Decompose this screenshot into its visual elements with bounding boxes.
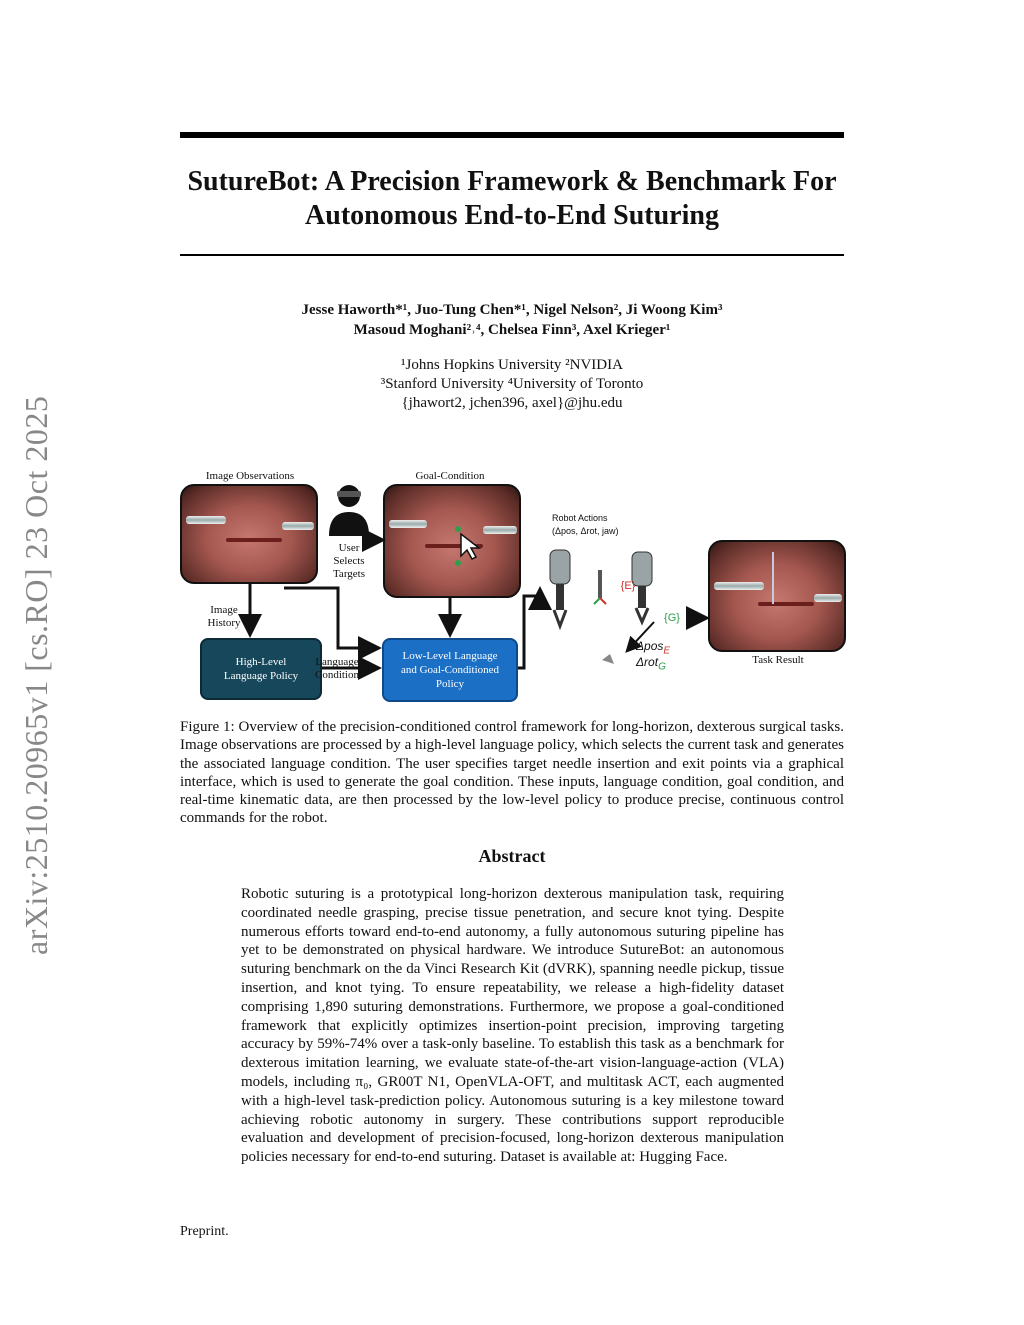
affiliation-line: ³Stanford University ⁴University of Toronto xyxy=(380,376,644,392)
abstract-body: Robotic suturing is a prototypical long-horizon dexterous manipulation task, requiring coordinated needle grasping, precise tissue penetration, and secure knot tying. Despite numerous efforts toward end-to-end autonomy, a fully autonomous suturing pipeline has yet to be demonstrated on physical hardware. We introduce SutureBot: an autonomous suturing benchmark on the da Vinci Research Kit (dVRK), spanning needle pickup, tissue insertion, and knot tying. To ensure repeatability, we release a high-fidelity dataset comprising 1,890 suturing demonstrations. Furthermore, we propose a goal-conditioned framework that explicitly optimizes insertion-point precision, improving targeting accuracy by 59%-74% over a task-only baseline. To establish this task as a benchmark for dexterous imitation learning, we evaluate state-of-the-art vision-language-action (VLA) models, including π₀, GR00T N1, OpenVLA-OFT, and multitask ACT, each augmented with a high-level task-prediction policy. Autonomous suturing is a key milestone toward achieving robotic autonomy in surgery. These contributions support reproducible evaluation and development of precision-focused, long-horizon dexterous manipulation policies necessary for end-to-end suturing. Dataset is available at: Hugging Face. xyxy=(241,886,784,1166)
language-condition-label: Language Condition xyxy=(314,656,359,681)
affiliation-line: ¹Johns Hopkins University ²NVIDIA xyxy=(401,357,623,373)
user-selects-targets-label: User Selects Targets xyxy=(332,542,366,580)
high-level-language-policy-box: High-Level Language Policy xyxy=(200,638,322,700)
figure-caption: Figure 1: Overview of the precision-conditioned control framework for long-horizon, dexterous surgical tasks. Image observations are processed by a high-level language policy, which selects the current task and generates the associated language condition. The user specifies target needle insertion and exit points via a graphical interface, which is used to generate the goal condition. These inputs, language condition, goal condition, and real-time kinematic data, are then processed by the low-level policy to produce precise, continuous control commands for the robot. xyxy=(180,719,844,827)
delta-pos-text: Δpos xyxy=(636,639,664,653)
instrument-right xyxy=(814,594,842,602)
abstract-heading: Abstract xyxy=(478,846,546,866)
task-result-label: Task Result xyxy=(752,654,804,666)
affiliations xyxy=(180,356,844,413)
suture-thread xyxy=(772,552,774,604)
delta-rot-subscript: G xyxy=(658,661,666,673)
e-frame-marker: {E} xyxy=(620,580,636,592)
robot-actions-sub-label: (Δpos, Δrot, jaw) xyxy=(552,526,619,536)
delta-rot-label xyxy=(636,656,696,673)
paper-title xyxy=(180,165,844,233)
robot-actions-label: Robot Actions xyxy=(552,513,608,523)
title-rule-bottom xyxy=(180,254,844,256)
goal-condition-label: Goal-Condition xyxy=(415,470,485,482)
title-line: SutureBot: A Precision Framework & Benchmark For xyxy=(187,166,837,197)
author-list xyxy=(180,300,844,340)
title-line: Autonomous End-to-End Suturing xyxy=(305,200,719,231)
author-line: Jesse Haworth*¹, Juo-Tung Chen*¹, Nigel Nelson², Ji Woong Kim³ xyxy=(301,302,723,318)
image-history-label: Image History xyxy=(207,604,241,629)
author-line: Masoud Moghani²˒⁴, Chelsea Finn³, Axel Krieger¹ xyxy=(353,322,671,338)
tissue-slit xyxy=(758,602,814,606)
affiliation-line: {jhawort2, jchen396, axel}@jhu.edu xyxy=(401,395,623,411)
title-rule-top xyxy=(180,132,844,138)
g-frame-marker: {G} xyxy=(664,612,680,624)
delta-rot-text: Δrot xyxy=(636,655,659,669)
image-observations-label: Image Observations xyxy=(205,470,295,482)
task-result-photo xyxy=(708,540,846,652)
footer-preprint: Preprint. xyxy=(180,1224,229,1239)
figure-1-framework-diagram xyxy=(180,468,844,706)
low-level-policy-box: Low-Level Language and Goal-Conditioned Policy xyxy=(382,638,518,702)
delta-pos-subscript: E xyxy=(663,645,671,657)
arxiv-identifier: arXiv:2510.20965v1 [cs.RO] 23 Oct 2025 xyxy=(18,395,54,955)
instrument-left xyxy=(714,582,764,590)
